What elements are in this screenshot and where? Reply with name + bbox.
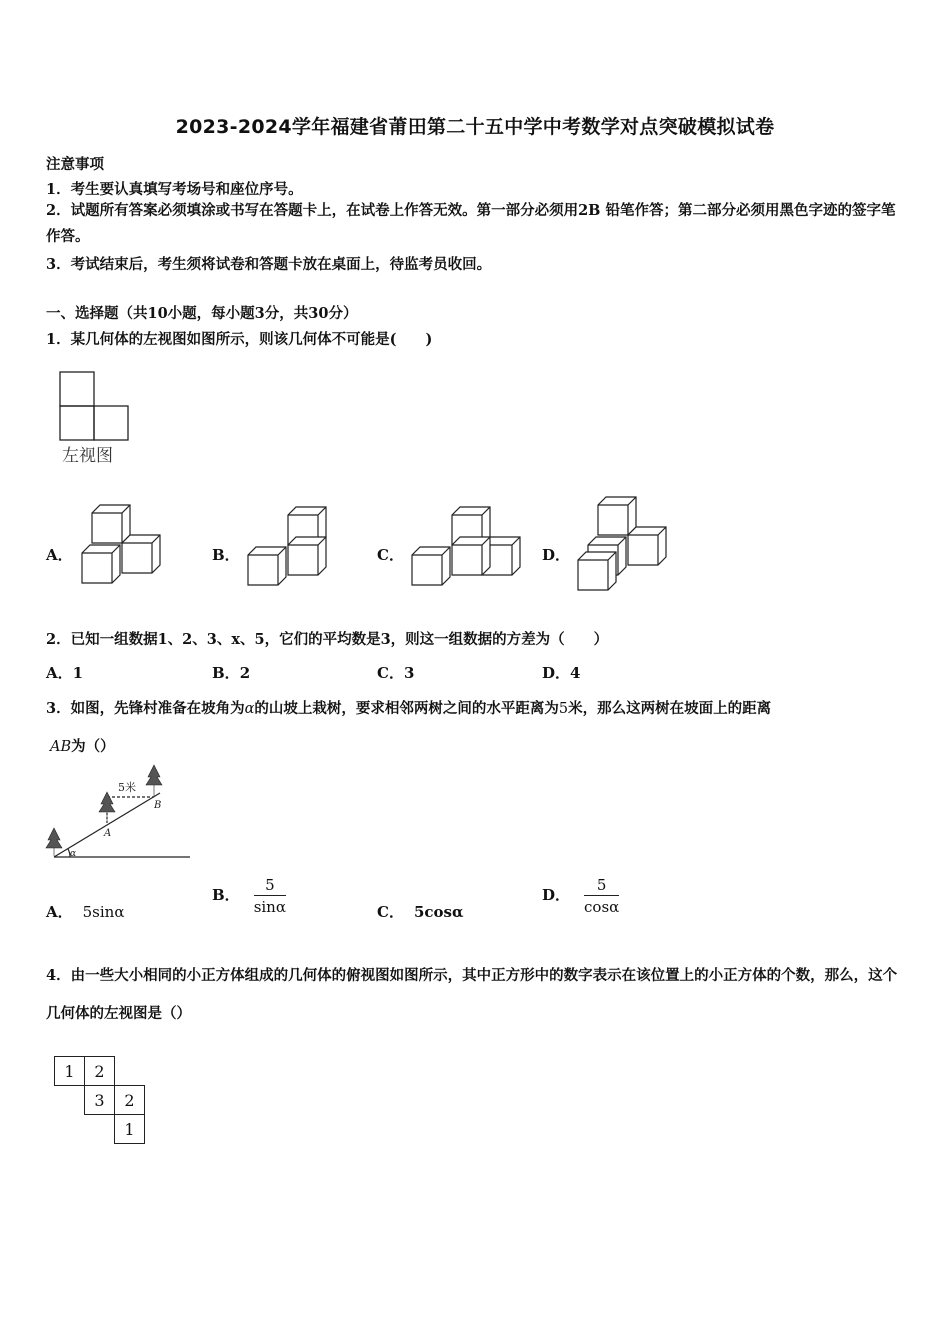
q1-option-a-label: A． — [46, 546, 73, 564]
q3-option-a: A． 5sinα — [46, 903, 125, 921]
q3-stem: 3．如图，先锋村准备在坡角为α的山坡上栽树，要求相邻两树之间的水平距离为5米，那么这两树在坡面上的距离 — [46, 700, 772, 717]
notes-heading: 注意事项 — [46, 156, 104, 173]
note-item-3: 3．考试结束后，考生须将试卷和答题卡放在桌面上，待监考员收回。 — [46, 256, 492, 273]
q2-option-d: D．4 — [542, 664, 581, 682]
q1-left-view-figure — [56, 368, 136, 468]
q4-stem: 4．由一些大小相同的小正方体组成的几何体的俯视图如图所示，其中正方形中的数字表示在该位置上的小正方体的个数，那么，这个几何体的左视图是（） — [46, 967, 898, 1022]
q1-option-b-figure — [248, 507, 326, 585]
grid-cell: 2 — [85, 1057, 115, 1086]
grid-cell: 3 — [85, 1086, 115, 1115]
q2-stem: 2．已知一组数据1、2、3、x、5，它们的平均数是3，则这一组数据的方差为（ ） — [46, 631, 609, 648]
section-heading: 一、选择题（共10小题，每小题3分，共30分） — [46, 305, 358, 322]
q2-option-a: A．1 — [46, 664, 84, 682]
q3-stem-cont: AB为（） — [50, 738, 115, 755]
q2-option-b: B．2 — [212, 664, 251, 682]
q3-slope-figure — [40, 760, 200, 865]
q1-option-c-figure — [412, 507, 520, 585]
q3-option-b: B． $\frac{5}{\sin\alpha}$ — [212, 876, 286, 916]
q1-option-b-label: B． — [212, 546, 240, 564]
q3-option-c: C． 5cosα — [377, 903, 464, 921]
grid-cell: 1 — [115, 1115, 145, 1144]
grid-cell: 1 — [55, 1057, 85, 1086]
q1-option-d-label: D． — [542, 546, 571, 564]
q3-point-b: B — [154, 800, 162, 811]
q1-figure-caption: 左视图 — [62, 446, 113, 466]
q3-angle-label: α — [70, 849, 77, 859]
q4-top-view-grid — [54, 1056, 174, 1144]
q1-option-d-figure — [578, 497, 666, 590]
q3-option-d: D． $\frac{5}{\cos\alpha}$ — [542, 876, 620, 916]
q1-option-c-label: C． — [377, 546, 404, 564]
grid-cell: 2 — [115, 1086, 145, 1115]
page-title: 2023-2024学年福建省莆田第二十五中学中考数学对点突破模拟试卷 — [175, 116, 775, 138]
note-item-1: 1．考生要认真填写考场号和座位序号。 — [46, 181, 303, 198]
q3-point-a: A — [104, 828, 112, 839]
note-item-2: 2．试题所有答案必须填涂或书写在答题卡上，在试卷上作答无效。第一部分必须用2B 铅笔作答；第二部分必须用黑色字迹的签字笔作答。 — [46, 202, 896, 245]
q3-distance-label: 5米 — [118, 781, 136, 794]
q1-option-a-figure — [82, 505, 160, 583]
q1-stem: 1．某几何体的左视图如图所示，则该几何体不可能是( ) — [46, 331, 433, 348]
q2-option-c: C．3 — [377, 664, 415, 682]
tree-icon — [46, 765, 162, 856]
q1-option-cubes — [0, 490, 950, 600]
